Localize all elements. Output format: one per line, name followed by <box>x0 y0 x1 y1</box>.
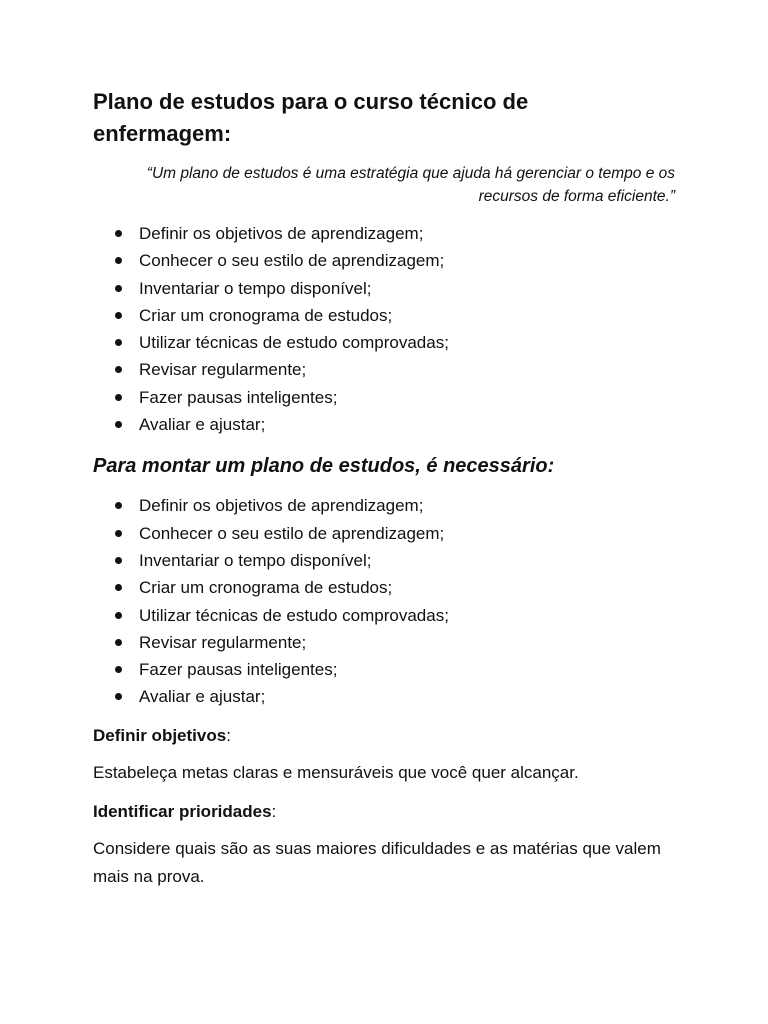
list-item <box>115 356 674 383</box>
list-item-text: Fazer pausas inteligentes; <box>139 660 338 680</box>
list-item <box>115 574 674 601</box>
list-item-text: Revisar regularmente; <box>139 360 307 380</box>
list-item-text: Revisar regularmente; <box>139 632 307 652</box>
section-label-text: Identificar prioridades <box>93 801 272 821</box>
list-item-text: Avaliar e ajustar; <box>139 415 266 435</box>
list-item-text: Criar um cronograma de estudos; <box>139 305 393 325</box>
list-item-text: Conhecer o seu estilo de aprendizagem; <box>139 523 445 543</box>
list-item-text: Fazer pausas inteligentes; <box>139 387 338 407</box>
list-item-text: Avaliar e ajustar; <box>139 687 266 707</box>
section-label-objectives <box>93 723 674 749</box>
list-item <box>115 602 674 629</box>
steps-list-1 <box>93 220 674 438</box>
list-item <box>115 275 674 302</box>
bullet-icon <box>115 612 122 619</box>
section-paragraph-priorities: Considere quais são as suas maiores dificuldades e as matérias que valem mais na prova. <box>93 838 661 886</box>
section-label-colon: : <box>226 725 231 745</box>
bullet-icon <box>115 693 122 700</box>
list-item <box>115 384 674 411</box>
list-item <box>115 247 674 274</box>
list-item-text: Definir os objetivos de aprendizagem; <box>139 496 424 516</box>
bullet-icon <box>115 421 122 428</box>
list-item <box>115 220 674 247</box>
section-label-priorities <box>93 799 674 825</box>
section-paragraph-objectives: Estabeleça metas claras e mensuráveis que você quer alcançar. <box>93 762 579 782</box>
list-item <box>115 547 674 574</box>
bullet-icon <box>115 230 122 237</box>
list-item <box>115 492 674 519</box>
quote-line-2: recursos de forma eficiente.” <box>478 188 675 205</box>
bullet-icon <box>115 584 122 591</box>
list-item <box>115 520 674 547</box>
list-item-text: Inventariar o tempo disponível; <box>139 550 372 570</box>
steps-list-2 <box>93 492 674 710</box>
document-title: Plano de estudos para o curso técnico de enfermagem: <box>93 89 529 146</box>
section-subheading: Para montar um plano de estudos, é necessário: <box>93 455 555 478</box>
bullet-icon <box>115 339 122 346</box>
bullet-icon <box>115 666 122 673</box>
list-item <box>115 329 674 356</box>
list-item-text: Inventariar o tempo disponível; <box>139 278 372 298</box>
list-item-text: Criar um cronograma de estudos; <box>139 578 393 598</box>
list-item <box>115 302 674 329</box>
quote-line-1: “Um plano de estudos é uma estratégia que ajuda há gerenciar o tempo e os <box>146 165 675 182</box>
list-item-text: Conhecer o seu estilo de aprendizagem; <box>139 251 445 271</box>
list-item-text: Definir os objetivos de aprendizagem; <box>139 224 424 243</box>
section-label-text: Definir objetivos <box>93 725 227 745</box>
bullet-icon <box>115 502 122 509</box>
bullet-icon <box>115 285 122 292</box>
intro-quote <box>115 162 675 208</box>
list-item <box>115 656 674 683</box>
bullet-icon <box>115 366 122 373</box>
list-item-text: Utilizar técnicas de estudo comprovadas; <box>139 605 449 625</box>
list-item-text: Utilizar técnicas de estudo comprovadas; <box>139 333 449 353</box>
bullet-icon <box>115 639 122 646</box>
bullet-icon <box>115 257 122 264</box>
list-item <box>115 411 674 438</box>
bullet-icon <box>115 394 122 401</box>
section-label-colon: : <box>271 801 277 821</box>
list-item <box>115 683 674 710</box>
bullet-icon <box>115 557 122 564</box>
bullet-icon <box>115 312 122 319</box>
list-item <box>115 629 674 656</box>
bullet-icon <box>115 530 122 537</box>
